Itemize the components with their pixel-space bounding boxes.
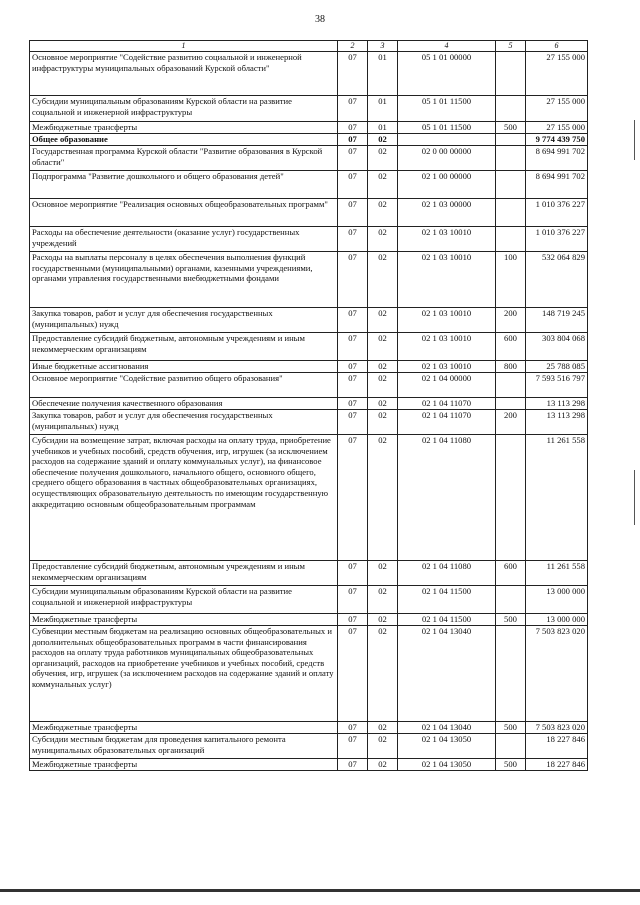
row-amount: 25 788 085 (526, 361, 588, 373)
row-section-code: 07 (338, 361, 368, 373)
table-row (30, 146, 588, 171)
row-name-cell: Закупка товаров, работ и услуг для обеспечения государственных (муниципальных) нужд (30, 410, 338, 435)
row-name-cell: Основное мероприятие "Реализация основных общеобразовательных программ" (30, 199, 338, 227)
table-header-row (30, 41, 588, 52)
table-row (30, 398, 588, 410)
row-amount: 13 000 000 (526, 614, 588, 626)
row-subsection-code: 02 (368, 361, 398, 373)
row-subsection-code: 02 (368, 308, 398, 333)
table-row (30, 52, 588, 96)
row-expense-type: 600 (496, 561, 526, 586)
table-row (30, 122, 588, 134)
row-section-code: 07 (338, 252, 368, 308)
row-subsection-code: 02 (368, 435, 398, 561)
row-section-code: 07 (338, 410, 368, 435)
row-amount: 8 694 991 702 (526, 146, 588, 171)
row-name-cell: Расходы на обеспечение деятельности (оказание услуг) государственных учреждений (30, 227, 338, 252)
table-row (30, 614, 588, 626)
row-expense-type (496, 52, 526, 96)
column-header: 3 (368, 41, 398, 52)
table-row (30, 435, 588, 561)
row-target-article: 02 1 04 13040 (398, 722, 496, 734)
row-amount: 13 000 000 (526, 586, 588, 614)
table-row (30, 227, 588, 252)
row-section-code: 07 (338, 561, 368, 586)
row-expense-type: 500 (496, 614, 526, 626)
row-target-article: 02 1 04 11070 (398, 398, 496, 410)
row-name-cell: Подпрограмма "Развитие дошкольного и общего образования детей" (30, 171, 338, 199)
row-amount: 148 719 245 (526, 308, 588, 333)
table-row (30, 361, 588, 373)
row-target-article: 02 1 03 00000 (398, 199, 496, 227)
table-row (30, 410, 588, 435)
table-row (30, 171, 588, 199)
row-target-article: 02 1 03 10010 (398, 361, 496, 373)
row-amount: 18 227 846 (526, 734, 588, 759)
row-subsection-code: 02 (368, 373, 398, 398)
row-name-cell: Межбюджетные трансферты (30, 759, 338, 771)
row-name-cell: Государственная программа Курской области "Развитие образования в Курской области" (30, 146, 338, 171)
row-name-cell: Субсидии на возмещение затрат, включая расходы на оплату труда, приобретение учебников и учебных пособий, средств обучения, игр, игрушек (за исключением расходов на содержание зданий и оплату коммунальных услуг), на финансовое обеспечение получения дошкольного, начального общего, основного общего, среднего общего образования в частных общеобразовательных организациях, осуществляющих образовательную деятельность по имеющим государственную аккредитацию основным общеобразовательным программам (30, 435, 338, 561)
row-target-article: 02 1 04 11080 (398, 561, 496, 586)
row-section-code: 07 (338, 734, 368, 759)
table-row (30, 134, 588, 146)
row-name-cell: Основное мероприятие "Содействие развитию социальной и инженерной инфраструктуры муниципальных образований Курской области" (30, 52, 338, 96)
row-subsection-code: 02 (368, 586, 398, 614)
row-amount: 11 261 558 (526, 435, 588, 561)
row-name-cell: Межбюджетные трансферты (30, 122, 338, 134)
scan-edge-mark (634, 120, 635, 160)
row-subsection-code: 02 (368, 722, 398, 734)
row-expense-type: 500 (496, 722, 526, 734)
row-target-article: 02 1 03 10010 (398, 227, 496, 252)
row-name-cell: Общее образование (30, 134, 338, 146)
table-row (30, 373, 588, 398)
table-row (30, 734, 588, 759)
row-target-article: 02 1 03 10010 (398, 252, 496, 308)
row-section-code: 07 (338, 759, 368, 771)
row-subsection-code: 02 (368, 333, 398, 361)
row-subsection-code: 02 (368, 171, 398, 199)
row-target-article: 02 1 03 10010 (398, 333, 496, 361)
table-row (30, 626, 588, 722)
row-subsection-code: 01 (368, 96, 398, 122)
row-expense-type: 100 (496, 252, 526, 308)
column-header: 6 (526, 41, 588, 52)
row-amount: 13 113 298 (526, 398, 588, 410)
scan-edge-mark (634, 470, 635, 525)
row-name-cell: Расходы на выплаты персоналу в целях обеспечения выполнения функций государственными (муниципальными) органами, казенными учреждениями, органами управления государственными внебюджетными фондами (30, 252, 338, 308)
row-target-article: 02 1 04 13050 (398, 759, 496, 771)
column-header: 4 (398, 41, 496, 52)
scan-bottom-rule (0, 889, 640, 892)
row-target-article: 02 1 04 11070 (398, 410, 496, 435)
column-header: 1 (30, 41, 338, 52)
row-expense-type: 500 (496, 759, 526, 771)
row-subsection-code: 02 (368, 759, 398, 771)
row-expense-type: 200 (496, 308, 526, 333)
row-section-code: 07 (338, 96, 368, 122)
row-subsection-code: 02 (368, 398, 398, 410)
row-target-article: 02 1 04 11500 (398, 586, 496, 614)
row-subsection-code: 02 (368, 252, 398, 308)
row-name-cell: Межбюджетные трансферты (30, 614, 338, 626)
row-target-article: 02 1 04 13050 (398, 734, 496, 759)
row-section-code: 07 (338, 614, 368, 626)
row-amount: 7 503 823 020 (526, 626, 588, 722)
row-subsection-code: 02 (368, 734, 398, 759)
row-subsection-code: 02 (368, 134, 398, 146)
row-section-code: 07 (338, 308, 368, 333)
row-subsection-code: 01 (368, 122, 398, 134)
row-expense-type (496, 146, 526, 171)
row-subsection-code: 02 (368, 199, 398, 227)
row-subsection-code: 02 (368, 146, 398, 171)
row-expense-type (496, 227, 526, 252)
row-expense-type: 800 (496, 361, 526, 373)
row-target-article (398, 134, 496, 146)
table-row (30, 199, 588, 227)
row-name-cell: Субсидии муниципальным образованиям Курской области на развитие социальной и инженерной инфраструктуры (30, 586, 338, 614)
row-target-article: 02 1 00 00000 (398, 171, 496, 199)
table-row (30, 252, 588, 308)
row-section-code: 07 (338, 626, 368, 722)
column-header: 5 (496, 41, 526, 52)
row-amount: 7 503 823 020 (526, 722, 588, 734)
row-amount: 27 155 000 (526, 52, 588, 96)
row-amount: 13 113 298 (526, 410, 588, 435)
row-section-code: 07 (338, 722, 368, 734)
budget-table (29, 40, 588, 771)
row-section-code: 07 (338, 146, 368, 171)
row-expense-type (496, 435, 526, 561)
row-target-article: 02 1 03 10010 (398, 308, 496, 333)
row-target-article: 05 1 01 11500 (398, 122, 496, 134)
table-row (30, 96, 588, 122)
row-name-cell: Иные бюджетные ассигнования (30, 361, 338, 373)
row-target-article: 02 1 04 00000 (398, 373, 496, 398)
row-section-code: 07 (338, 199, 368, 227)
row-amount: 7 593 516 797 (526, 373, 588, 398)
row-section-code: 07 (338, 122, 368, 134)
row-section-code: 07 (338, 398, 368, 410)
row-target-article: 02 0 00 00000 (398, 146, 496, 171)
row-amount: 1 010 376 227 (526, 199, 588, 227)
row-name-cell: Межбюджетные трансферты (30, 722, 338, 734)
row-target-article: 02 1 04 13040 (398, 626, 496, 722)
row-expense-type (496, 199, 526, 227)
row-section-code: 07 (338, 435, 368, 561)
row-amount: 303 804 068 (526, 333, 588, 361)
row-name-cell: Субсидии местным бюджетам для проведения капитального ремонта муниципальных образовательных организаций (30, 734, 338, 759)
table-row (30, 561, 588, 586)
row-name-cell: Субсидии муниципальным образованиям Курской области на развитие социальной и инженерной инфраструктуры (30, 96, 338, 122)
row-section-code: 07 (338, 52, 368, 96)
row-subsection-code: 02 (368, 410, 398, 435)
row-amount: 8 694 991 702 (526, 171, 588, 199)
row-amount: 1 010 376 227 (526, 227, 588, 252)
row-amount: 11 261 558 (526, 561, 588, 586)
row-amount: 27 155 000 (526, 96, 588, 122)
row-target-article: 02 1 04 11080 (398, 435, 496, 561)
row-target-article: 02 1 04 11500 (398, 614, 496, 626)
column-header: 2 (338, 41, 368, 52)
page-number: 38 (315, 14, 325, 25)
row-name-cell: Предоставление субсидий бюджетным, автономным учреждениям и иным некоммерческим организациям (30, 561, 338, 586)
row-subsection-code: 02 (368, 614, 398, 626)
row-expense-type (496, 96, 526, 122)
row-section-code: 07 (338, 373, 368, 398)
table-row (30, 586, 588, 614)
row-section-code: 07 (338, 171, 368, 199)
row-expense-type (496, 586, 526, 614)
table-row (30, 759, 588, 771)
row-subsection-code: 02 (368, 626, 398, 722)
row-expense-type (496, 134, 526, 146)
row-expense-type: 200 (496, 410, 526, 435)
row-subsection-code: 02 (368, 227, 398, 252)
table-row (30, 308, 588, 333)
row-subsection-code: 01 (368, 52, 398, 96)
row-target-article: 05 1 01 00000 (398, 52, 496, 96)
row-section-code: 07 (338, 586, 368, 614)
row-expense-type (496, 171, 526, 199)
row-name-cell: Основное мероприятие "Содействие развитию общего образования" (30, 373, 338, 398)
row-section-code: 07 (338, 333, 368, 361)
row-name-cell: Обеспечение получения качественного образования (30, 398, 338, 410)
row-expense-type (496, 626, 526, 722)
row-name-cell: Субвенции местным бюджетам на реализацию основных общеобразовательных и дополнительных общеобразовательных программ в части финансирования расходов на оплату труда работников муниципальных общеобразовательных организаций, расходов на приобретение учебников и учебных пособий, средств обучения, игр, игрушек (за исключением расходов на содержание зданий и оплату коммунальных услуг) (30, 626, 338, 722)
row-name-cell: Предоставление субсидий бюджетным, автономным учреждениям и иным некоммерческим организациям (30, 333, 338, 361)
table-row (30, 333, 588, 361)
row-amount: 532 064 829 (526, 252, 588, 308)
row-expense-type: 500 (496, 122, 526, 134)
row-expense-type (496, 734, 526, 759)
row-subsection-code: 02 (368, 561, 398, 586)
table-row (30, 722, 588, 734)
row-amount: 9 774 439 750 (526, 134, 588, 146)
row-expense-type: 600 (496, 333, 526, 361)
row-expense-type (496, 398, 526, 410)
row-expense-type (496, 373, 526, 398)
row-amount: 18 227 846 (526, 759, 588, 771)
row-section-code: 07 (338, 227, 368, 252)
row-amount: 27 155 000 (526, 122, 588, 134)
row-section-code: 07 (338, 134, 368, 146)
row-name-cell: Закупка товаров, работ и услуг для обеспечения государственных (муниципальных) нужд (30, 308, 338, 333)
row-target-article: 05 1 01 11500 (398, 96, 496, 122)
